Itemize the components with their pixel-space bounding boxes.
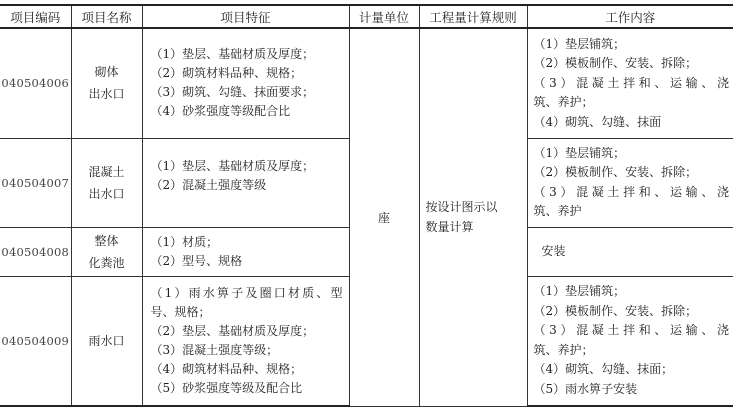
work-line: （3）混凝土拌和、运输、浇 — [533, 323, 729, 338]
feature-line: （2）型号、规格 — [150, 253, 243, 268]
item-code: 040504009 — [0, 276, 71, 406]
item-name-line: 整体 — [94, 233, 119, 248]
item-name-line: 砌体 — [94, 65, 119, 80]
feature-line: （4）砂浆强度等级配合比 — [150, 104, 291, 119]
feature-line: （4）砌筑材料品种、规格； — [150, 361, 303, 376]
item-work — [527, 227, 733, 276]
work-line: （1）垫层铺筑； — [533, 36, 626, 51]
feature-line: （1）垫层、基础材质及厚度； — [150, 158, 315, 173]
item-code: 040504008 — [0, 227, 71, 276]
rule-line: 数量计算 — [425, 220, 474, 235]
work-line: （2）模板制作、安装、拆除； — [533, 56, 698, 70]
header-row — [0, 5, 733, 28]
header-name: 项目名称 — [71, 5, 142, 28]
work-line: （2）模板制作、安装、拆除； — [533, 303, 698, 318]
item-name — [71, 138, 142, 227]
header-rule: 工程量计算规则 — [419, 5, 527, 28]
work-line: （1）垫层铺筑； — [533, 145, 626, 160]
item-features — [142, 138, 349, 227]
item-name — [71, 28, 142, 138]
feature-line: （2）砌筑材料品种、规格； — [150, 66, 303, 81]
item-work — [527, 28, 733, 138]
feature-line: 号、规格； — [150, 304, 211, 319]
item-name — [71, 227, 142, 276]
item-name-line: 出水口 — [88, 186, 125, 201]
work-line: （3）混凝土拌和、运输、浇 — [533, 184, 729, 199]
feature-line: （2）混凝土强度等级 — [150, 177, 267, 192]
item-name — [71, 276, 142, 406]
work-line: （5）雨水箅子安装 — [533, 381, 638, 396]
item-name-line: 化粪池 — [88, 255, 125, 270]
feature-line: （2）垫层、基础材质及厚度； — [150, 323, 315, 338]
feature-line: （3）混凝土强度等级； — [150, 342, 279, 357]
item-code: 040504006 — [0, 28, 71, 138]
item-name-line: 出水口 — [88, 87, 125, 102]
item-work — [527, 276, 733, 406]
rule-cell — [419, 28, 527, 406]
item-code: 040504007 — [0, 138, 71, 227]
unit-cell: 座 — [349, 28, 419, 406]
work-line: 安装 — [541, 243, 566, 258]
work-line: 筑、养护； — [533, 342, 594, 357]
work-line: 筑、养护； — [533, 95, 594, 109]
feature-line: （1）材质； — [150, 234, 219, 249]
rule-line: 按设计图示以 — [425, 200, 498, 215]
item-features — [142, 276, 349, 406]
bill-of-quantities-table — [0, 4, 733, 407]
header-features: 项目特征 — [142, 5, 349, 28]
work-line: 筑、养护 — [533, 204, 582, 218]
header-work: 工作内容 — [527, 5, 733, 28]
item-work — [527, 138, 733, 227]
work-line: （2）模板制作、安装、拆除； — [533, 165, 698, 179]
work-line: （4）砌筑、勾缝、抹面 — [533, 114, 662, 129]
work-line: （1）垫层铺筑； — [533, 284, 626, 299]
work-line: （4）砌筑、勾缝、抹面； — [533, 362, 674, 377]
feature-line: （3）砌筑、勾缝、抹面要求； — [150, 85, 315, 100]
feature-line: （1）垫层、基础材质及厚度； — [150, 47, 315, 62]
header-code: 项目编码 — [0, 5, 71, 28]
work-line: （3）混凝土拌和、运输、浇 — [533, 75, 729, 90]
item-features — [142, 227, 349, 276]
item-features — [142, 28, 349, 138]
feature-line: （5）砂浆强度等级及配合比 — [150, 380, 303, 395]
item-name-line: 雨水口 — [88, 333, 125, 348]
header-unit: 计量单位 — [349, 5, 419, 28]
table-row — [0, 28, 733, 138]
item-name-line: 混凝土 — [88, 164, 125, 179]
feature-line: （1）雨水箅子及圈口材质、型 — [150, 285, 343, 300]
